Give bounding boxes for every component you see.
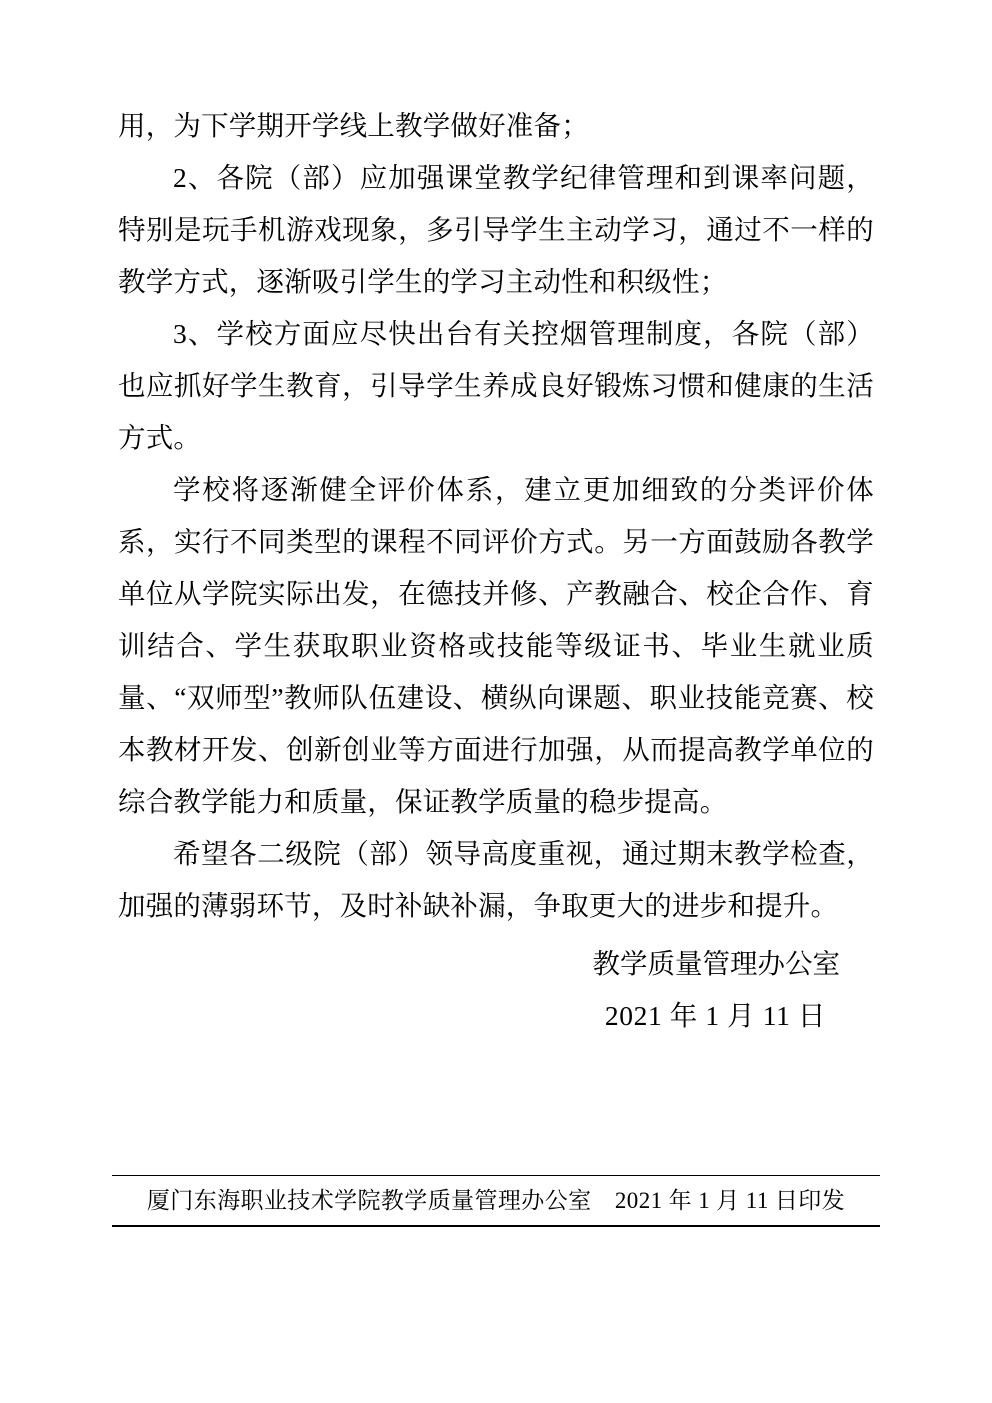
paragraph-closing-wish: 希望各二级院（部）领导高度重视，通过期末教学检查，加强的薄弱环节，及时补缺补漏，争取更大的进步和提升。 xyxy=(118,838,874,921)
paragraph-evaluation-system: 学校将逐渐健全评价体系，建立更加细致的分类评价体系，实行不同类型的课程不同评价方式。另一方面鼓励各教学单位从学院实际出发，在德技并修、产教融合、校企合作、育训结合、学生获取职业资格或技能等级证书、毕业生就业质量、“双师型”教师队伍建设、横纵向课题、职业技能竞赛、校本教材开发、创新创业等方面进行加强，从而提高教学单位的综合教学能力和质量，保证教学质量的稳步提高。 xyxy=(118,474,874,817)
footer-divider-bottom xyxy=(112,1225,880,1227)
signature-date: 2021 年 1 月 11 日 xyxy=(604,1000,826,1031)
document-body xyxy=(118,100,874,932)
signature-block xyxy=(118,938,874,1042)
signature-department: 教学质量管理办公室 xyxy=(592,948,840,979)
paragraph-item-3: 3、学校方面应尽快出台有关控烟管理制度，各院（部）也应抓好学生教育，引导学生养成良好锻炼习惯和健康的生活方式。 xyxy=(118,318,874,453)
paragraph-continued-line: 用，为下学期开学线上教学做好准备； xyxy=(118,110,589,141)
footer-text: 厦门东海职业技术学院教学质量管理办公室 2021 年 1 月 11 日印发 xyxy=(146,1188,846,1213)
page-footer xyxy=(112,1175,880,1227)
paragraph-item-2: 2、各院（部）应加强课堂教学纪律管理和到课率问题，特别是玩手机游戏现象，多引导学生主动学习，通过不一样的教学方式，逐渐吸引学生的学习主动性和积级性； xyxy=(118,162,874,297)
